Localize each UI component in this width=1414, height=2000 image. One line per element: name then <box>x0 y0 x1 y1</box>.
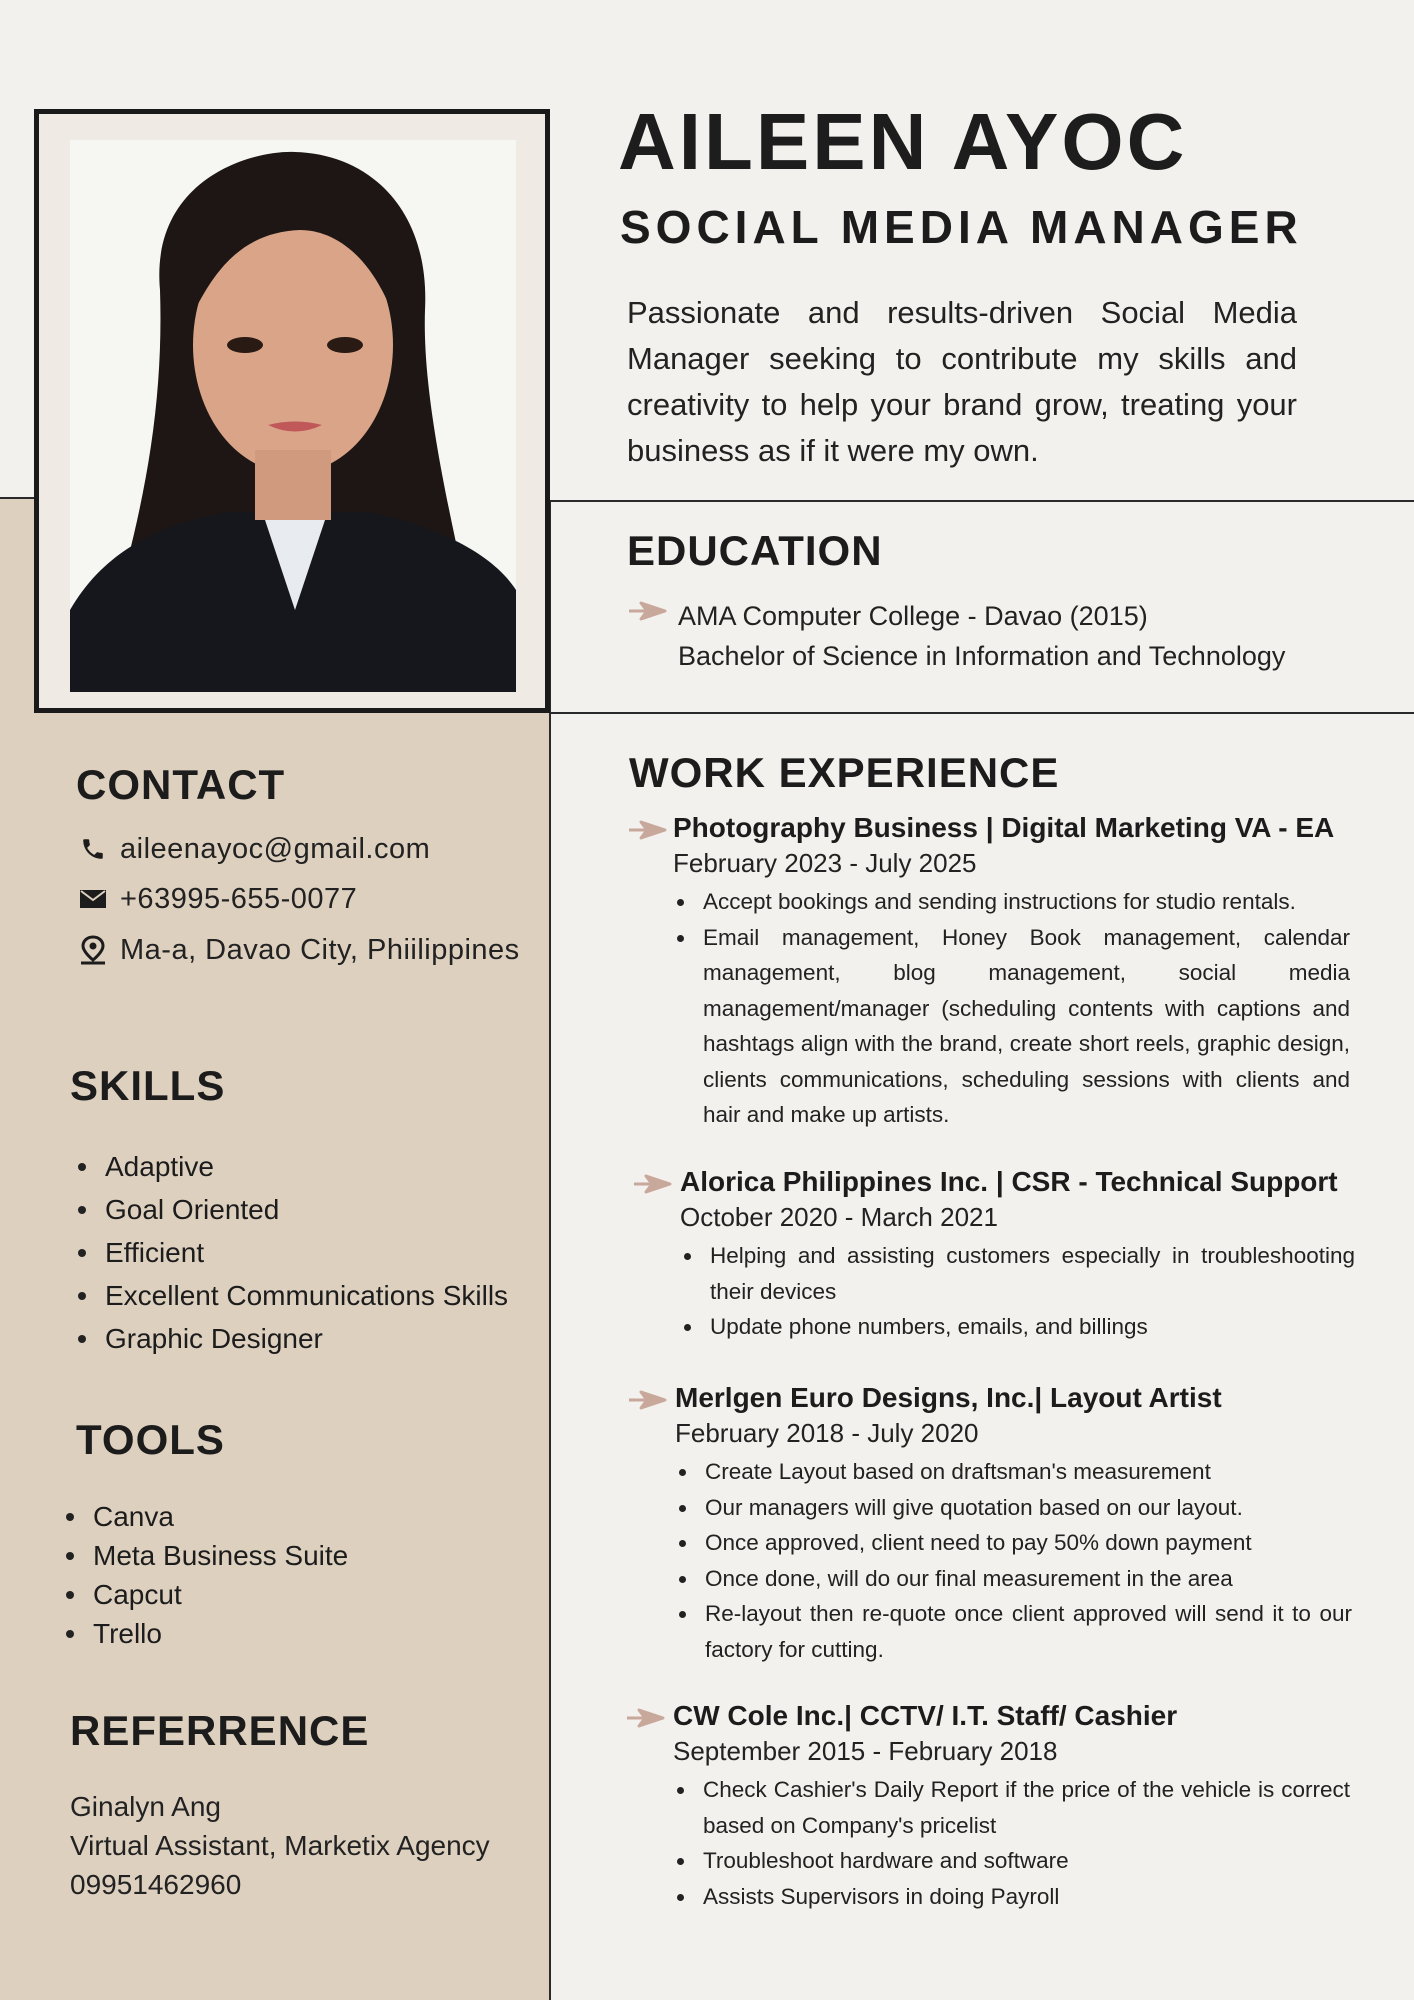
location-pin-icon <box>78 935 108 965</box>
arrow-icon <box>627 1389 667 1411</box>
list-item: Re-layout then re-quote once client approved will send it to our factory for cutting. <box>675 1596 1352 1667</box>
list-item: Our managers will give quotation based on our layout. <box>675 1490 1352 1526</box>
reference-heading: REFERRENCE <box>70 1707 370 1754</box>
list-item: Accept bookings and sending instructions for studio rentals. <box>673 884 1350 920</box>
job-title: CW Cole Inc.| CCTV/ I.T. Staff/ Cashier <box>673 1700 1178 1731</box>
education-degree: Bachelor of Science in Information and Technology <box>678 641 1286 671</box>
job-entry <box>680 1164 1355 1345</box>
list-item: Update phone numbers, emails, and billings <box>680 1309 1355 1345</box>
list-item: Once done, will do our final measurement in the area <box>675 1561 1352 1597</box>
list-item: Canva <box>60 1497 348 1536</box>
job-dates: September 2015 - February 2018 <box>673 1736 1058 1766</box>
column-divider <box>549 500 551 2000</box>
job-title: Alorica Philippines Inc. | CSR - Technical Support <box>680 1166 1338 1197</box>
profile-photo-frame <box>34 109 550 713</box>
list-item: Email management, Honey Book management, calendar management, blog management, social media management/manager (scheduling contents with captions and hashtags align with the brand, create short reels, graphic design, clients communications, scheduling sessions with clients and hair and make up artists. <box>673 920 1350 1133</box>
contact-heading: CONTACT <box>76 761 286 808</box>
list-item: Once approved, client need to pay 50% down payment <box>675 1525 1352 1561</box>
arrow-icon <box>625 1707 665 1729</box>
job-entry <box>673 1698 1350 1914</box>
job-dates: October 2020 - March 2021 <box>680 1202 998 1232</box>
job-title: Photography Business | Digital Marketing VA - EA <box>673 812 1335 843</box>
contact-address-row <box>78 930 520 970</box>
education-heading: EDUCATION <box>627 527 883 574</box>
tools-heading: TOOLS <box>76 1416 225 1463</box>
list-item: Adaptive <box>72 1145 508 1188</box>
job-dates: February 2018 - July 2020 <box>675 1418 979 1448</box>
contact-phone[interactable]: +63995-655-0077 <box>120 882 358 915</box>
list-item: Create Layout based on draftsman's measurement <box>675 1454 1352 1490</box>
divider-education-top <box>549 500 1414 502</box>
divider-education-bottom <box>549 712 1414 714</box>
list-item: Goal Oriented <box>72 1188 508 1231</box>
reference-role: Virtual Assistant, Marketix Agency <box>70 1830 490 1861</box>
envelope-icon <box>78 884 108 914</box>
arrow-icon <box>632 1173 672 1195</box>
reference-entry <box>70 1787 490 1904</box>
reference-name: Ginalyn Ang <box>70 1791 221 1822</box>
profile-photo <box>70 140 516 692</box>
contact-email-row <box>78 829 430 869</box>
contact-phone-row <box>78 879 357 919</box>
skills-list <box>72 1145 508 1360</box>
job-bullets <box>675 1454 1352 1667</box>
list-item: Helping and assisting customers especially in troubleshooting their devices <box>680 1238 1355 1309</box>
list-item: Check Cashier's Daily Report if the price of the vehicle is correct based on Company's pricelist <box>673 1772 1350 1843</box>
contact-email[interactable]: aileenayoc@gmail.com <box>120 832 431 865</box>
tools-list <box>60 1497 348 1653</box>
job-bullets <box>673 884 1350 1133</box>
arrow-icon <box>627 819 667 841</box>
list-item: Assists Supervisors in doing Payroll <box>673 1879 1350 1915</box>
skills-heading: SKILLS <box>70 1062 226 1109</box>
arrow-icon <box>627 600 667 622</box>
list-item: Capcut <box>60 1575 348 1614</box>
job-dates: February 2023 - July 2025 <box>673 848 977 878</box>
job-entry <box>673 810 1350 1133</box>
education-entry <box>678 596 1285 676</box>
divider-left <box>0 497 34 499</box>
summary-text: Passionate and results-driven Social Media Manager seeking to contribute my skills and creativity to help your brand grow, treating your business as if it were my own. <box>627 295 1297 468</box>
list-item: Excellent Communications Skills <box>72 1274 508 1317</box>
list-item: Efficient <box>72 1231 508 1274</box>
education-school: AMA Computer College - Davao (2015) <box>678 601 1148 631</box>
list-item: Troubleshoot hardware and software <box>673 1843 1350 1879</box>
list-item: Trello <box>60 1614 348 1653</box>
reference-phone: 09951462960 <box>70 1869 242 1900</box>
list-item: Graphic Designer <box>72 1317 508 1360</box>
job-entry <box>675 1380 1352 1667</box>
job-bullets <box>673 1772 1350 1914</box>
contact-address: Ma-a, Davao City, Phiilippines <box>120 933 520 966</box>
candidate-name: AILEEN AYOC <box>618 97 1188 186</box>
candidate-title: SOCIAL MEDIA MANAGER <box>620 201 1303 253</box>
list-item: Meta Business Suite <box>60 1536 348 1575</box>
job-bullets <box>680 1238 1355 1345</box>
phone-icon <box>78 834 108 864</box>
work-experience-heading: WORK EXPERIENCE <box>629 749 1060 796</box>
job-title: Merlgen Euro Designs, Inc.| Layout Artist <box>675 1382 1222 1413</box>
